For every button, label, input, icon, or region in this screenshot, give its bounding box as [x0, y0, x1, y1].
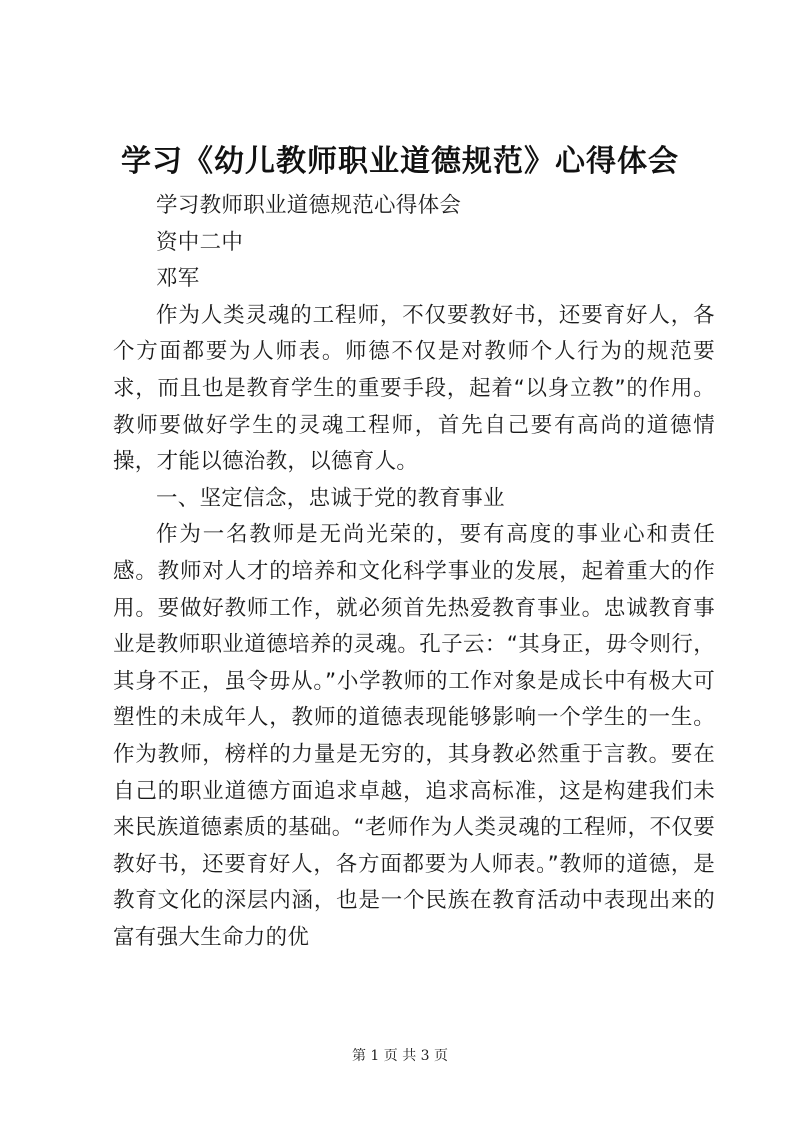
author-line: 邓军 — [156, 266, 200, 292]
body-paragraph: 作为一名教师是无尚光荣的，要有高度的事业心和责任感。教师对人才的培养和文化科学事业的发展，起着重大的作用。要做好教师工作，就必须首先热爱教育事业。忠诚教育事业是教师职业道德培养的灵魂。孔子云：“其身正，毋令则行，其身不正，虽令毋从。”小学教师的工作对象是成长中有极大可塑性的未成年人，教师的道德表现能够影响一个学生的一生。作为教师，榜样的力量是无穷的，其身教必然重于言教。要在自己的职业道德方面追求卓越，追求高标准，这是构建我们未来民族道德素质的基础。“老师作为人类灵魂的工程师，不仅要教好书，还要育好人，各方面都要为人师表。”教师的道德，是教育文化的深层内涵，也是一个民族在教育活动中表现出来的富有强大生命力的优 — [113, 522, 715, 950]
document-body — [113, 188, 715, 956]
subtitle-line: 学习教师职业道德规范心得体会 — [156, 193, 462, 218]
document-title: 学习《幼儿教师职业道德规范》心得体会 — [121, 144, 679, 179]
section-heading: 一、坚定信念，忠诚于党的教育事业 — [156, 485, 505, 511]
page-footer: 第 1 页 共 3 页 — [351, 1048, 449, 1064]
body-paragraph: 作为人类灵魂的工程师，不仅要教好书，还要育好人，各个方面都要为人师表。师德不仅是对教师个人行为的规范要求，而且也是教育学生的重要手段，起着“以身立教”的作用。教师要做好学生的灵魂工程师，首先自己要有高尚的道德情操，才能以德治教，以德育人。 — [113, 302, 715, 475]
school-line: 资中二中 — [156, 229, 244, 255]
